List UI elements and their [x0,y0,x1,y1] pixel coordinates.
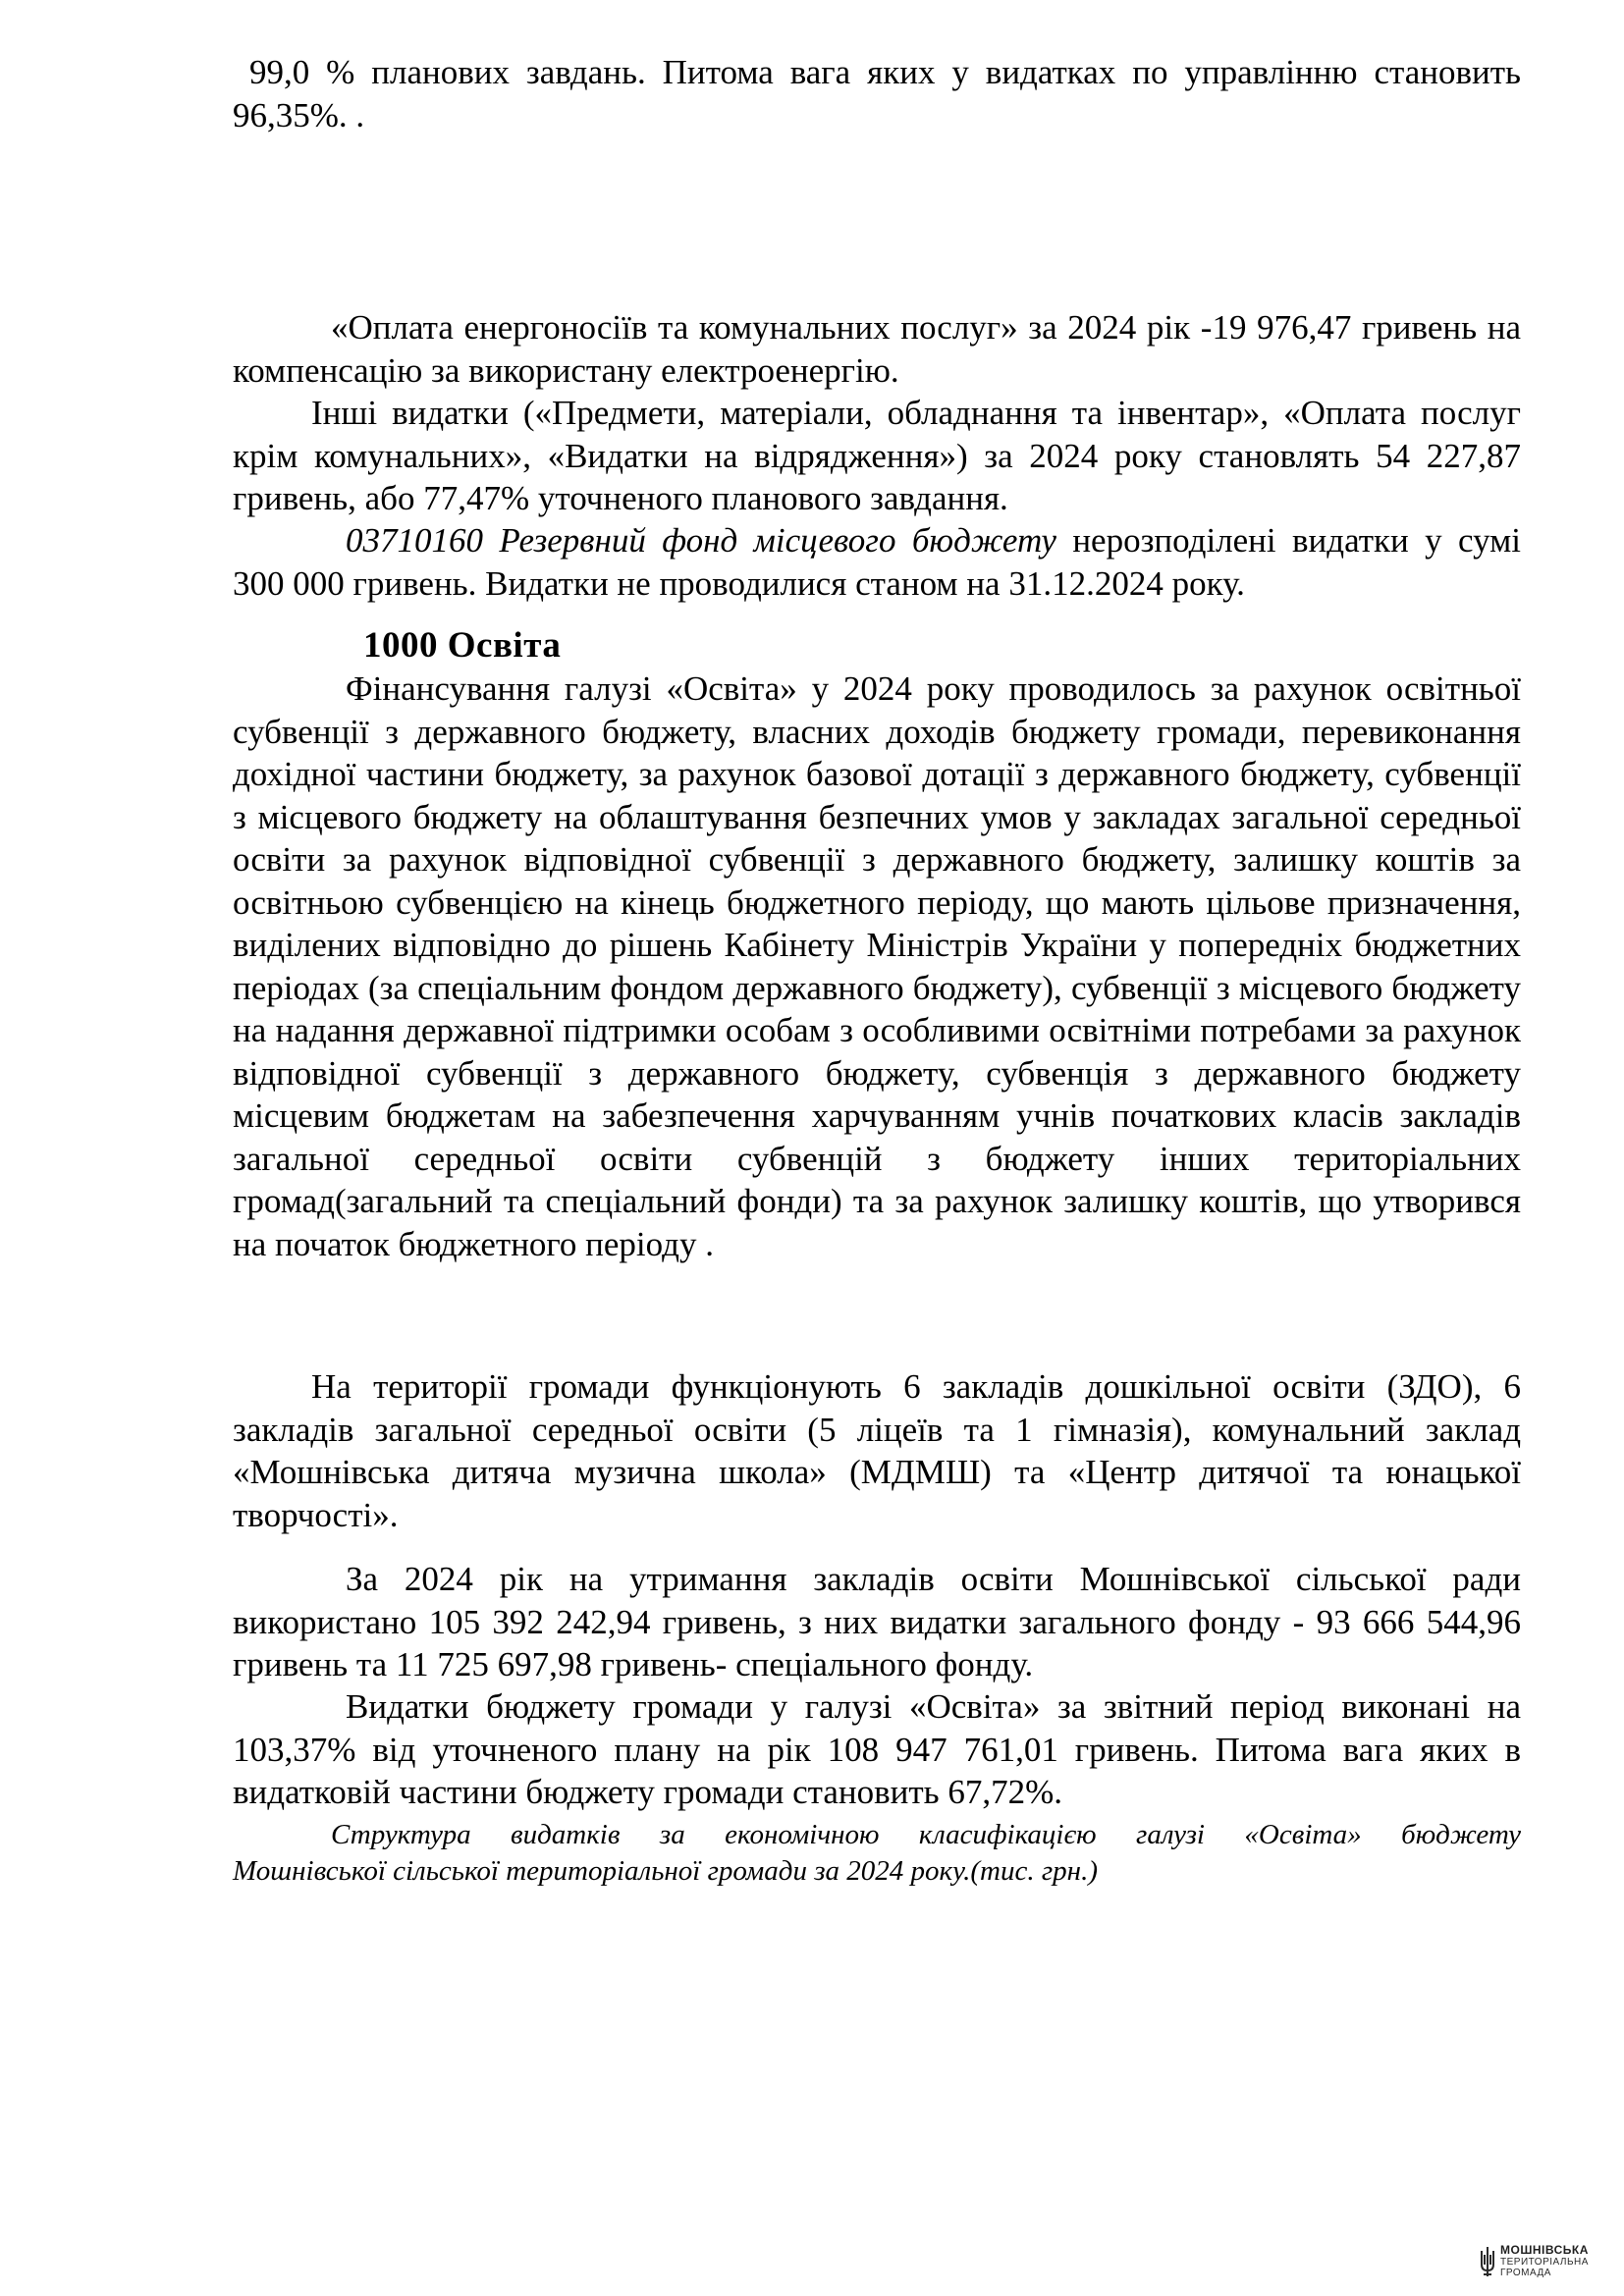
logo-line-3: ГРОМАДА [1500,2268,1551,2278]
caption-line-2: Мошнівської сільської територіальної громади за 2024 року.(тис. грн.) [233,1855,1098,1887]
table-caption [233,1817,1521,1890]
paragraph-institution-spending: За 2024 рік на утримання закладів освіти Мошнівської сільської ради використано 105 392 242,94 гривень, з них видатки загального фонду - 93 666 544,96 гривень та 11 725 697,98 гривень- спеціального фонду. [233,1560,1521,1683]
paragraph-institutions: На території громади функціонують 6 закладів дошкільної освіти (ЗДО), 6 закладів загальної середньої освіти (5 ліцеїв та 1 гімназія), комунальний заклад «Мошнівська дитяча музична школа» (МДМШ) та «Центр дитячої та юнацької творчості». [233,1367,1521,1534]
section-heading-education: 1000 Освіта [363,625,562,666]
reserve-fund-code: 03710160 Резервний фонд місцевого бюджету [346,521,1056,560]
trident-icon [1479,2245,1496,2278]
logo-text [1500,2245,1589,2278]
logo-line-2: ТЕРИТОРІАЛЬНА [1500,2257,1589,2268]
paragraph-execution-rate: Видатки бюджету громади у галузі «Освіта» за звітний період виконані на 103,37% від уточненого плану на рік 108 947 761,01 гривень. Питома вага яких в видатковій частини бюджету громади становить 67,72%. [233,1687,1521,1811]
caption-line-1: Структура видатків за економічною класифікацією галузі «Освіта» бюджету [331,1819,1521,1850]
paragraph-education-financing: Фінансування галузі «Освіта» у 2024 року проводилось за рахунок освітньої субвенції з державного бюджету, власних доходів бюджету громади, перевиконання дохідної частини бюджету, за рахунок базової дотації з державного бюджету, субвенції з місцевого бюджету на облаштування безпечних умов у закладах загальної середньої освіти за рахунок відповідної субвенції з державного бюджету, залишку коштів за освітньою субвенцією на кінець бюджетного періоду, що мають цільове призначення, виділених відповідно до рішень Кабінету Міністрів України у попередніх бюджетних періодах (за спеціальним фондом державного бюджету), субвенції з місцевого бюджету на надання державної підтримки особам з особливими освітніми потребами за рахунок відповідної субвенції з державного бюджету, субвенція з державного бюджету місцевим бюджетам на забезпечення харчуванням учнів початкових класів закладів загальної середньої освіти субвенцій з бюджету інших територіальних громад(загальний та спеціальний фонди) та за рахунок залишку коштів, що утворився на початок бюджетного періоду . [233,669,1521,1263]
logo-line-1: МОШНІВСЬКА [1500,2243,1589,2257]
paragraph-management-share: 99,0 % планових завдань. Питома вага яких у видатках по управлінню становить 96,35%. . [233,53,1521,134]
paragraph-energy-costs: «Оплата енергоносіїв та комунальних послуг» за 2024 рік -19 976,47 гривень на компенсацію за використану електроенергію. [233,308,1521,390]
reserve-fund-text: нерозподілені видатки у сумі 300 000 гривень. Видатки не проводилися станом на 31.12.2024 року. [233,521,1521,603]
community-logo [1479,2245,1606,2280]
paragraph-other-expenses: Інші видатки («Предмети, матеріали, обладнання та інвентар», «Оплата послуг крім комунальних», «Видатки на відрядження») за 2024 року становлять 54 227,87 гривень, або 77,47% уточненого планового завдання. [233,394,1521,517]
paragraph-reserve-fund [233,519,1521,605]
